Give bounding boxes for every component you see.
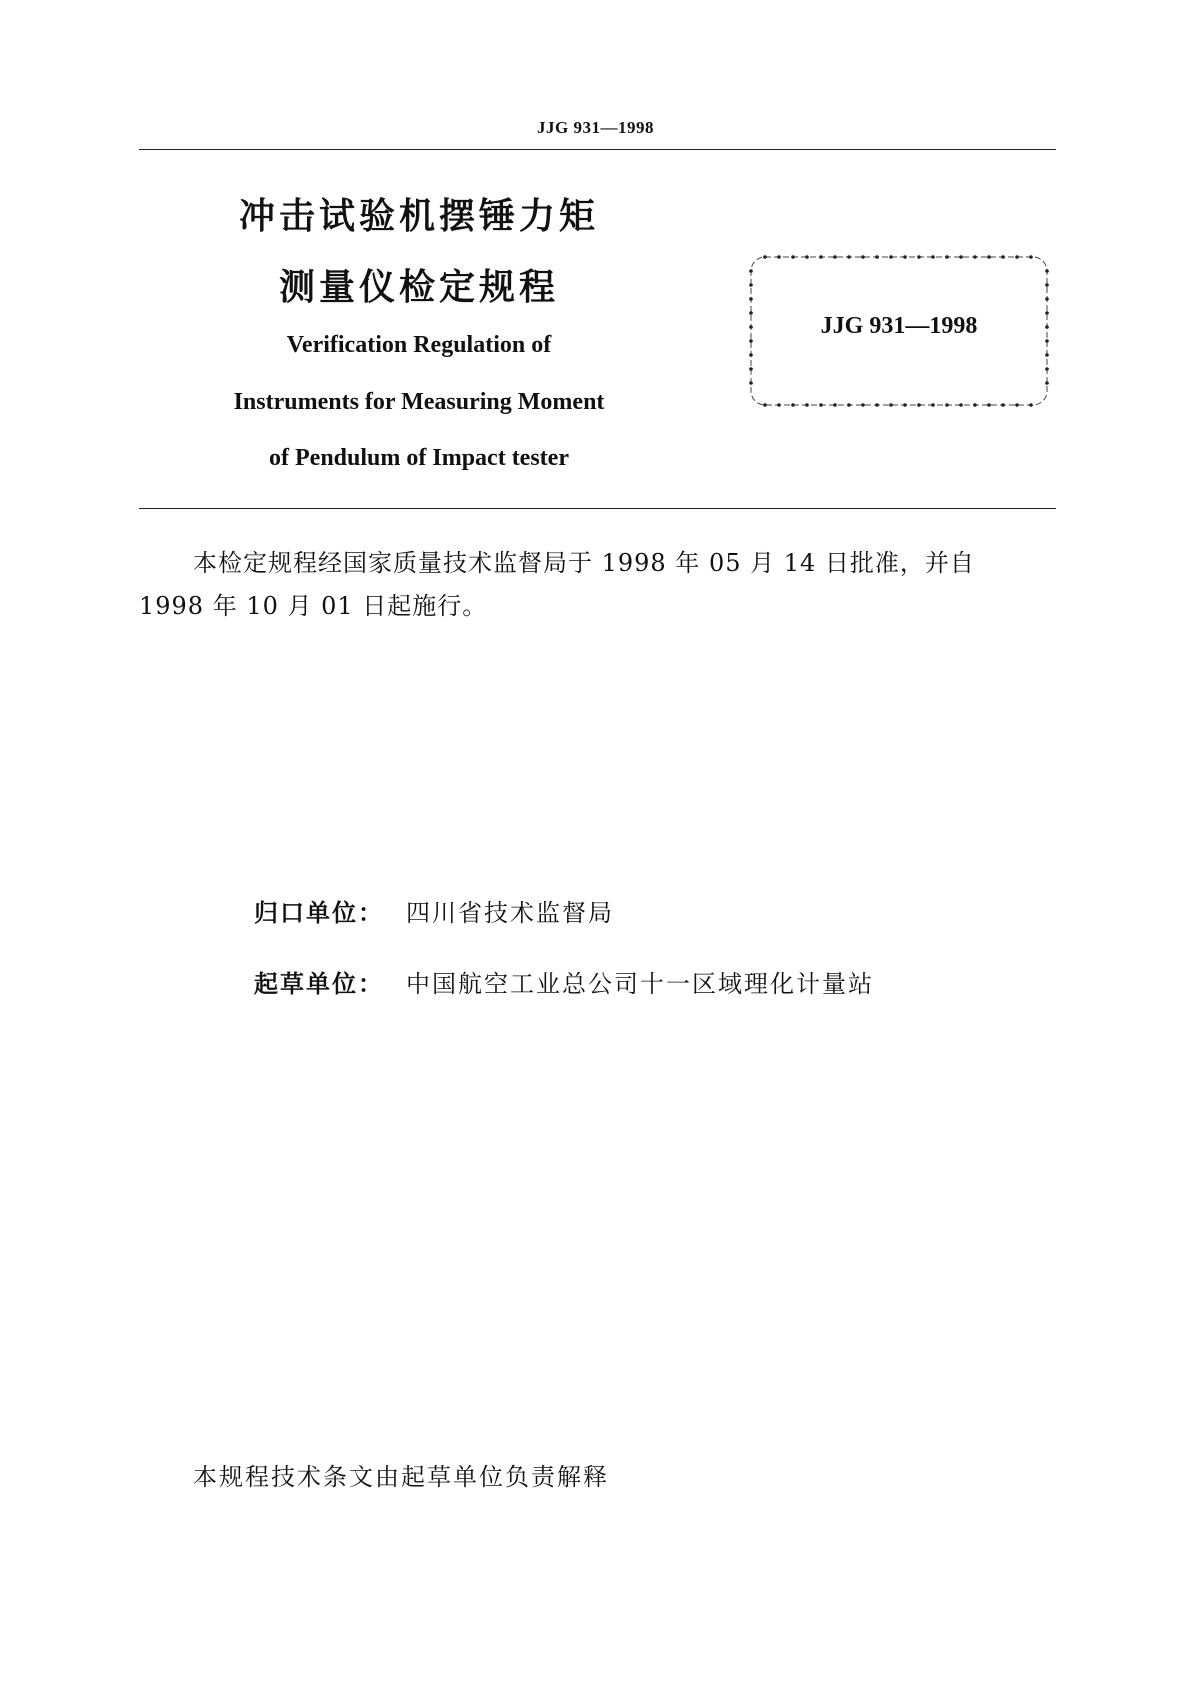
frame-dot bbox=[763, 255, 767, 259]
frame-dot bbox=[1045, 297, 1049, 301]
drafting-unit-row bbox=[254, 964, 874, 999]
frame-dot bbox=[777, 403, 781, 407]
header-standard-code: JJG 931—1998 bbox=[537, 118, 654, 137]
frame-dot bbox=[749, 269, 753, 273]
frame-dot bbox=[1045, 269, 1049, 273]
frame-dot bbox=[1045, 381, 1049, 385]
frame-dot bbox=[749, 353, 753, 357]
frame-dot bbox=[889, 403, 893, 407]
frame-dot bbox=[889, 255, 893, 259]
approval-statement bbox=[139, 542, 1056, 628]
frame-dot bbox=[763, 403, 767, 407]
frame-dot bbox=[1029, 403, 1033, 407]
title-cn-line-2: 测量仪检定规程 bbox=[278, 267, 559, 308]
drafting-unit-label: 起草单位： bbox=[254, 970, 384, 998]
frame-dot bbox=[945, 403, 949, 407]
responsible-unit-label: 归口单位： bbox=[254, 899, 384, 927]
frame-dot bbox=[819, 255, 823, 259]
middle-divider bbox=[139, 508, 1056, 509]
frame-dot bbox=[777, 255, 781, 259]
frame-dot bbox=[1001, 403, 1005, 407]
frame-dot bbox=[945, 255, 949, 259]
title-en-line-2: Instruments for Measuring Moment bbox=[233, 389, 605, 415]
frame-dot bbox=[987, 255, 991, 259]
frame-dot bbox=[875, 255, 879, 259]
title-en-line-3: of Pendulum of Impact tester bbox=[269, 445, 569, 471]
frame-dot bbox=[791, 403, 795, 407]
top-divider bbox=[139, 149, 1056, 150]
frame-dot bbox=[1045, 367, 1049, 371]
frame-dot bbox=[749, 367, 753, 371]
frame-dot bbox=[847, 255, 851, 259]
frame-dot bbox=[805, 255, 809, 259]
frame-dot bbox=[903, 403, 907, 407]
frame-dot bbox=[973, 403, 977, 407]
frame-dot bbox=[749, 297, 753, 301]
standard-code-box-text: JJG 931—1998 bbox=[820, 313, 978, 339]
frame-dot bbox=[917, 255, 921, 259]
title-cn-line-1: 冲击试验机摆锤力矩 bbox=[238, 196, 599, 237]
frame-dot bbox=[931, 255, 935, 259]
frame-dot bbox=[1045, 353, 1049, 357]
drafting-unit-value: 中国航空工业总公司十一区域理化计量站 bbox=[406, 970, 874, 998]
frame-dot bbox=[973, 255, 977, 259]
frame-dot bbox=[931, 403, 935, 407]
frame-dot bbox=[805, 403, 809, 407]
frame-dot bbox=[833, 403, 837, 407]
frame-dot bbox=[1015, 403, 1019, 407]
frame-dot bbox=[917, 403, 921, 407]
frame-dot bbox=[1045, 283, 1049, 287]
frame-dot bbox=[959, 255, 963, 259]
interpretation-note: 本规程技术条文由起草单位负责解释 bbox=[193, 1463, 609, 1491]
responsible-unit-value: 四川省技术监督局 bbox=[406, 899, 614, 927]
frame-dot bbox=[861, 403, 865, 407]
approval-line-1: 本检定规程经国家质量技术监督局于 1998 年 05 月 14 日批准，并自 bbox=[193, 549, 975, 577]
approval-line-2: 1998 年 10 月 01 日起施行。 bbox=[139, 592, 488, 620]
title-en-line-1: Verification Regulation of bbox=[286, 332, 552, 358]
frame-dot bbox=[847, 403, 851, 407]
frame-dot bbox=[819, 403, 823, 407]
responsible-unit-row bbox=[254, 893, 614, 928]
frame-dot bbox=[833, 255, 837, 259]
frame-dot bbox=[875, 403, 879, 407]
frame-dot bbox=[749, 381, 753, 385]
frame-dot bbox=[791, 255, 795, 259]
frame-dot bbox=[749, 283, 753, 287]
frame-dot bbox=[1001, 255, 1005, 259]
frame-dot bbox=[903, 255, 907, 259]
frame-dot bbox=[1015, 255, 1019, 259]
frame-dot bbox=[959, 403, 963, 407]
frame-dot bbox=[1029, 255, 1033, 259]
standard-code-box bbox=[745, 251, 1053, 411]
frame-dot bbox=[861, 255, 865, 259]
frame-dot bbox=[987, 403, 991, 407]
